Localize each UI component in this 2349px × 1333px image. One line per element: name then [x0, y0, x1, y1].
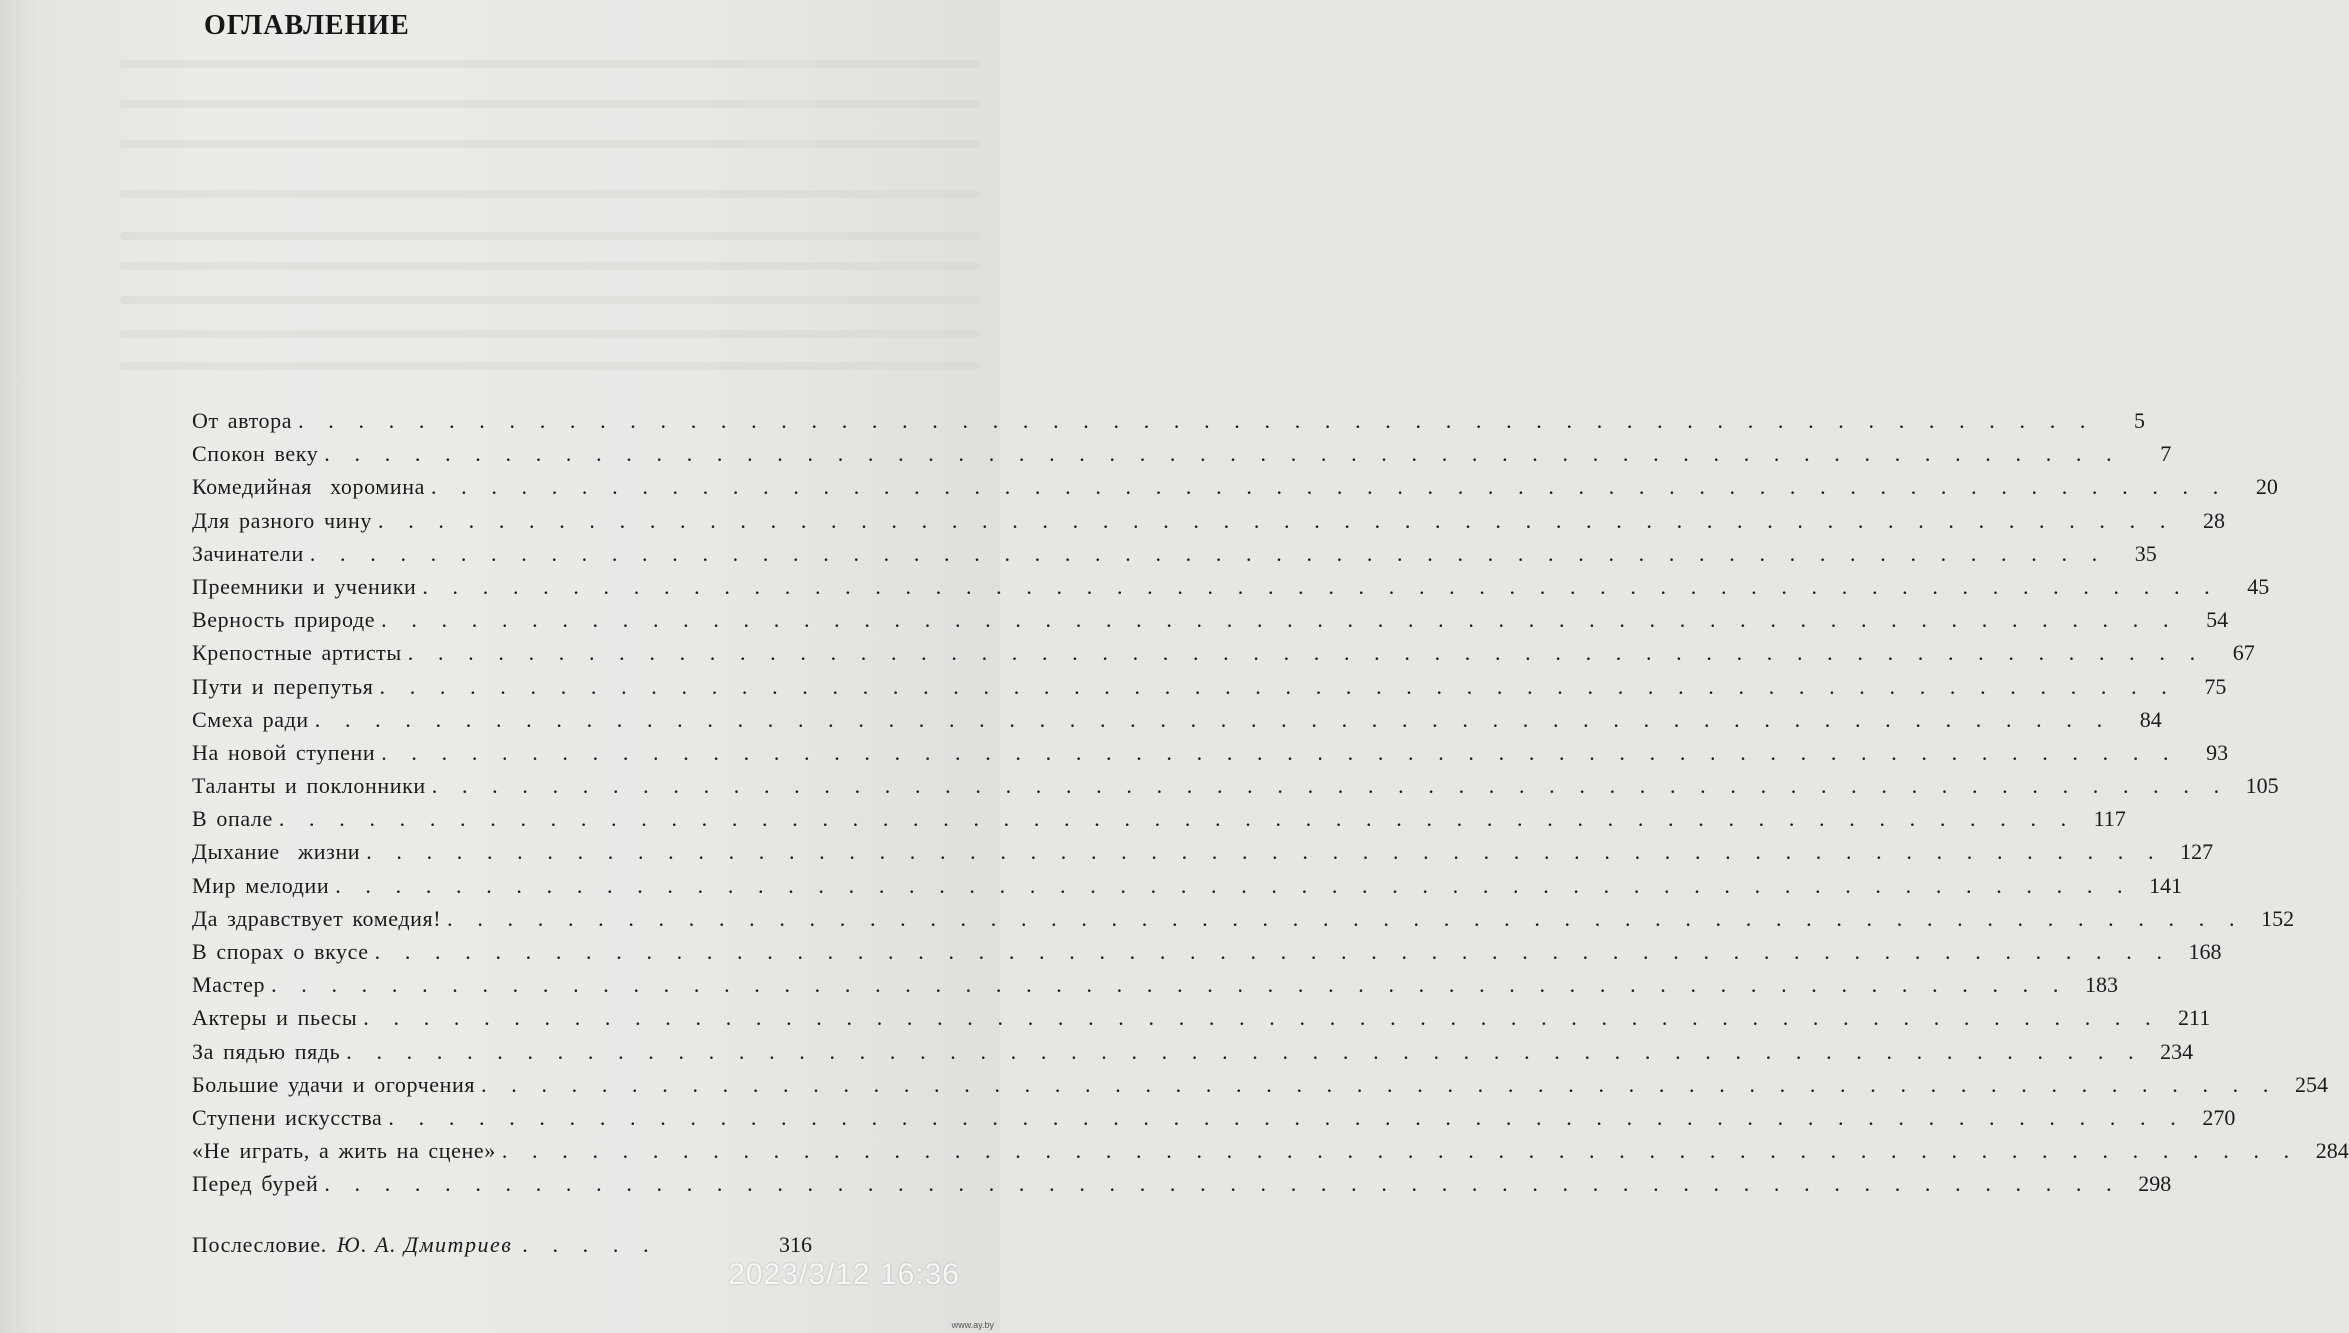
toc-leader-dots: . . . . . . . . . . . . . . . . . . . . . . . . . . . . . . . . . . . . . . . . . . . . . . . . . . . . . . . . . . . . [378, 507, 2175, 533]
toc-entry [192, 935, 2222, 968]
table-of-contents [192, 404, 2349, 1201]
toc-entry [192, 570, 2270, 603]
bleed-through-text [120, 296, 980, 304]
toc-leader-dots: . . . . . . . . . . . . . . . . . . . . . . . . . . . . . . . . . . . . . . . . . . . . . . . . . . . . . . . . . . . . [324, 1171, 2122, 1197]
toc-entry [192, 968, 2118, 1001]
toc-leader-dots: . . . . . . . . . . . . . . . . . . . . . . . . . . . . . . . . . . . . . . . . . . . . . . . . . . . . . . . . . . . . [366, 839, 2164, 865]
bleed-through-text [120, 60, 980, 68]
toc-leader-dots: . . . . . . . . . . . . . . . . . . . . . . . . . . . . . . . . . . . . . . . . . . . . . . . . . . . . . . . . . . . . [381, 739, 2179, 765]
toc-entry-page: 168 [2188, 939, 2222, 964]
toc-entry [192, 1134, 2349, 1167]
toc-leader-dots: . . . . . . . . . . . . . . . . . . . . . . . . . . . . . . . . . . . . . . . . . . . . . . . . . . . . . . . . . . . . [481, 1071, 2278, 1097]
page-title: ОГЛАВЛЕНИЕ [204, 10, 410, 41]
toc-entry [192, 504, 2225, 537]
toc-entry-title: Послесловие. [192, 1232, 327, 1257]
toc-entry-afterword [192, 1228, 812, 1261]
toc-entry-title: Крепостные артисты [192, 640, 402, 666]
toc-entry [192, 603, 2229, 636]
toc-entry-title: Ступени искусства [192, 1104, 383, 1130]
toc-entry-page: 141 [2149, 872, 2183, 898]
toc-entry [192, 670, 2227, 703]
toc-entry [192, 869, 2183, 902]
toc-leader-dots: . . . . . . . . . . . . . . . . . . . . . . . . . . . . . . . . . . . . . . . . . . . . . . . . . . . . . . . . . . . . [407, 640, 2205, 666]
toc-entry-page: 67 [2232, 640, 2255, 666]
toc-entry-title: Спокон веку [192, 441, 319, 467]
toc-entry-page: 84 [2139, 706, 2162, 732]
toc-leader-dots: . . . . . . . . . . . . . . . . . . . . . . . . . . . . . . . . . . . . . . . . . . . . . . . . . . . . . . . . . . . . [346, 1038, 2144, 1064]
toc-leader-dots: . . . . . . . . . . . . . . . . . . . . . . . . . . . . . . . . . . . . . . . . . . . . . . . . . . . . . . . . . . . . [278, 806, 2076, 832]
toc-entry-title: Актеры и пьесы [192, 1005, 358, 1031]
toc-leader-dots: . . . . . . . . . . . . . . . . . . . . . . . . . . . . . . . . . . . . . . . . . . . . . . . . . . . . . . . . . . . . [379, 673, 2177, 699]
toc-entry-title: От автора [192, 408, 293, 433]
toc-entry-title: «Не играть, а жить на сцене» [192, 1138, 496, 1164]
toc-leader-dots: . . . . . [522, 1232, 659, 1257]
toc-entry [192, 537, 2157, 570]
toc-entry-page: 75 [2204, 673, 2227, 699]
toc-entry-title: На новой ступени [192, 739, 376, 765]
toc-entry-page: 20 [2255, 474, 2278, 500]
toc-entry-title: Верность природе [192, 607, 376, 633]
toc-entry-title: Смеха ради [192, 706, 309, 732]
site-watermark: www.ay.by [951, 1320, 994, 1330]
toc-leader-dots: . . . . . . . . . . . . . . . . . . . . . . . . . . . . . . . . . . . . . . . . . . . . . . . . . . . . . . . . . . . . [374, 939, 2172, 964]
toc-leader-dots: . . . . . . . . . . . . . . . . . . . . . . . . . . . . . . . . . . . . . . . . . . . . . . . . . . . . . . . . . . . . [431, 773, 2229, 799]
toc-entry-page: 35 [2134, 540, 2157, 566]
toc-entry [192, 404, 2146, 437]
toc-entry-title: За пядью пядь [192, 1038, 341, 1064]
toc-leader-dots: . . . . . . . . . . . . . . . . . . . . . . . . . . . . . . . . . . . . . . . . . . . . . . . . . . . . . . . . . . . . [388, 1104, 2186, 1130]
toc-entry-title: Большие удачи и огорчения [192, 1071, 476, 1097]
toc-entry-title: Зачинатели [192, 540, 304, 566]
toc-entry-title: Дыхание жизни [192, 839, 361, 865]
toc-entry-page: 316 [779, 1232, 812, 1257]
toc-leader-dots: . . . . . . . . . . . . . . . . . . . . . . . . . . . . . . . . . . . . . . . . . . . . . . . . . . . . . . . . . . . . [447, 905, 2245, 931]
toc-leader-dots: . . . . . . . . . . . . . . . . . . . . . . . . . . . . . . . . . . . . . . . . . . . . . . . . . . . . . . . . . . . . [501, 1138, 2299, 1164]
toc-entry [192, 636, 2255, 669]
toc-leader-dots: . . . . . . . . . . . . . . . . . . . . . . . . . . . . . . . . . . . . . . . . . . . . . . . . . . . . . . . . . . . . [298, 408, 2096, 433]
toc-entry-page: 183 [2084, 972, 2118, 998]
bleed-through-text [120, 140, 980, 148]
toc-entry [192, 437, 2172, 470]
toc-entry [192, 802, 2126, 835]
toc-entry-title: Комедийная хоромина [192, 474, 425, 500]
toc-leader-dots: . . . . . . . . . . . . . . . . . . . . . . . . . . . . . . . . . . . . . . . . . . . . . . . . . . . . . . . . . . . . [271, 972, 2068, 998]
toc-leader-dots: . . . . . . . . . . . . . . . . . . . . . . . . . . . . . . . . . . . . . . . . . . . . . . . . . . . . . . . . . . . . [363, 1005, 2161, 1031]
toc-entry [192, 769, 2279, 802]
bleed-through-text [120, 330, 980, 338]
toc-entry-title: Мир мелодии [192, 872, 330, 898]
toc-entry-page: 117 [2093, 806, 2126, 832]
toc-entry-title: Для разного чину [192, 507, 373, 533]
toc-leader-dots: . . . . . . . . . . . . . . . . . . . . . . . . . . . . . . . . . . . . . . . . . . . . . . . . . . . . . . . . . . . . [309, 540, 2107, 566]
toc-entry-title: Пути и перепутья [192, 673, 374, 699]
toc-entry-page: 105 [2245, 773, 2279, 799]
toc-entry-title: В опале [192, 806, 273, 832]
toc-entry-title: В спорах о вкусе [192, 939, 369, 964]
bleed-through-text [120, 190, 980, 198]
toc-entry-title: Перед бурей [192, 1171, 319, 1197]
toc-entry-page: 270 [2202, 1104, 2236, 1130]
toc-entry [192, 1035, 2194, 1068]
toc-entry-page: 211 [2178, 1005, 2211, 1031]
bleed-through-text [120, 362, 980, 370]
bleed-through-text [120, 262, 980, 270]
toc-entry-title: Мастер [192, 972, 266, 998]
toc-entry-author: Ю. А. Дмитриев [336, 1232, 513, 1257]
toc-entry [192, 1167, 2172, 1200]
toc-entry-page: 7 [2160, 441, 2172, 467]
toc-entry [192, 1001, 2211, 1034]
toc-entry [192, 902, 2295, 935]
toc-entry-page: 284 [2315, 1138, 2349, 1164]
bleed-through-text [120, 100, 980, 108]
toc-entry-page: 54 [2206, 607, 2229, 633]
photo-timestamp: 2023/3/12 16:36 [728, 1258, 960, 1291]
toc-entry-page: 127 [2180, 839, 2214, 865]
toc-entry-page: 152 [2261, 905, 2295, 931]
toc-leader-dots: . . . . . . . . . . . . . . . . . . . . . . . . . . . . . . . . . . . . . . . . . . . . . . . . . . . . . . . . . . . . [422, 573, 2220, 599]
bleed-through-text [120, 232, 980, 240]
toc-entry [192, 736, 2229, 769]
toc-leader-dots: . . . . . . . . . . . . . . . . . . . . . . . . . . . . . . . . . . . . . . . . . . . . . . . . . . . . . . . . . . . . [335, 872, 2133, 898]
toc-entry-title: Да здравствует комедия! [192, 905, 442, 931]
toc-entry-page: 45 [2247, 573, 2270, 599]
toc-entry-page: 254 [2294, 1071, 2328, 1097]
toc-entry-page: 28 [2202, 507, 2225, 533]
toc-entry-page: 234 [2160, 1038, 2194, 1064]
toc-entry [192, 1068, 2328, 1101]
toc-entry-page: 93 [2206, 739, 2229, 765]
toc-leader-dots: . . . . . . . . . . . . . . . . . . . . . . . . . . . . . . . . . . . . . . . . . . . . . . . . . . . . . . . . . . . . [324, 441, 2122, 467]
toc-entry [192, 1101, 2236, 1134]
toc-entry [192, 470, 2278, 503]
toc-entry [192, 835, 2214, 868]
toc-leader-dots: . . . . . . . . . . . . . . . . . . . . . . . . . . . . . . . . . . . . . . . . . . . . . . . . . . . . . . . . . . . . [430, 474, 2228, 500]
toc-entry-title: Преемники и ученики [192, 573, 417, 599]
toc-leader-dots: . . . . . . . . . . . . . . . . . . . . . . . . . . . . . . . . . . . . . . . . . . . . . . . . . . . . . . . . . . . . [314, 706, 2112, 732]
toc-entry-page: 298 [2138, 1171, 2172, 1197]
toc-entry-page: 5 [2134, 408, 2146, 433]
toc-entry-title: Таланты и поклонники [192, 773, 426, 799]
toc-entry [192, 703, 2162, 736]
toc-leader-dots: . . . . . . . . . . . . . . . . . . . . . . . . . . . . . . . . . . . . . . . . . . . . . . . . . . . . . . . . . . . . [381, 607, 2179, 633]
